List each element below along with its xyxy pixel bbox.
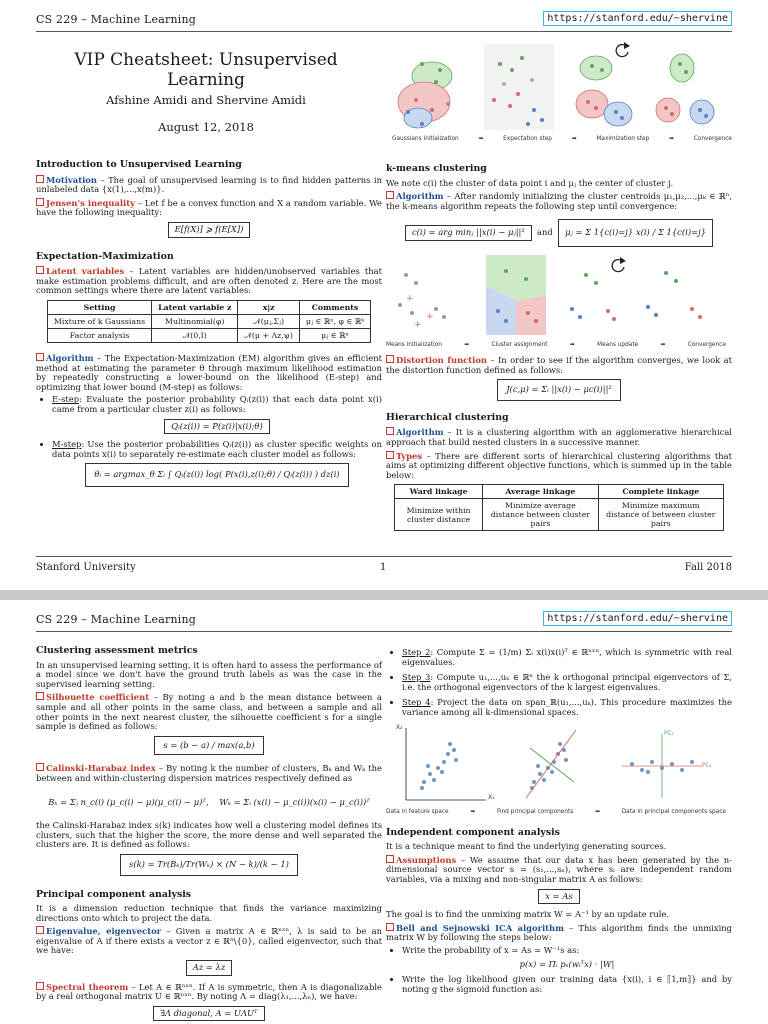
eigen-equation: Az = λz [186, 960, 233, 976]
pca-figure-illustration [386, 724, 726, 806]
sk-equation: s(k) = Tr(Bₖ)/Tr(Wₖ) × (N − k)/(k − 1) [120, 854, 298, 876]
page2-left-column [36, 646, 382, 1024]
latent-paragraph: Latent variables – Latent variables are hidden/unobserved variables that make estimation problems difficult, and are often denoted z. Here are the most common settings where there are latent variables: [36, 266, 382, 296]
caption-means-init: Means initialization [386, 341, 442, 348]
distortion-equation: J(c,μ) = Σᵢ ||x(i) − μc(i)||² [497, 379, 621, 401]
arrow-icon: ➡ [571, 136, 577, 142]
ch-paragraph: Calinski-Harabaz index – By noting k the number of clusters, Bₖ and Wₖ the between and within-clustering dispersion matrices respectively defined as [36, 763, 382, 783]
silhouette-equation: s = (b − a) / max(a,b) [154, 736, 263, 756]
kmeans-figure-illustration [386, 255, 726, 341]
bullet-square-icon [36, 763, 44, 771]
hier-types-paragraph: Types – There are different sorts of hierarchical clustering algorithms that aims at optimizing different objective functions, which is summed up in the table below: [386, 450, 732, 480]
bullet-square-icon [36, 175, 44, 183]
ch-paragraph-2: the Calinski-Harabaz index s(k) indicates how well a clustering model defines its clusters, such that the higher the score, the more dense and well separated the clusters are. It is defined as follows: [36, 820, 382, 850]
pca-figure [386, 724, 732, 820]
cheatsheet-page-2 [0, 600, 768, 1024]
page2-right-column [386, 646, 732, 1000]
bullet-square-icon [36, 926, 44, 934]
heading-ica: Independent component analysis [386, 826, 560, 838]
arrow-icon: ➡ [595, 808, 600, 815]
pc1-label: PC₁ [702, 762, 712, 769]
em-steps-list [36, 395, 382, 487]
axis-x2-label: X₂ [396, 724, 403, 731]
ica-steps-list [386, 946, 732, 994]
caption-feature-space: Data in feature space [386, 808, 449, 815]
kmeans-assignment-equation: c(i) = arg minⱼ ||x(i) − μⱼ||² [405, 225, 532, 241]
header-rule [36, 631, 732, 632]
clustering-intro: In an unsupervised learning setting, it is often hard to assess the performance of a model since we don't have the ground truth labels as was the case in the supervised learning setting. [36, 659, 382, 689]
date: August 12, 2018 [158, 120, 254, 134]
heading-em: Expectation-Maximization [36, 250, 174, 262]
table-header-row: Setting Latent variable z x|z Comments [47, 300, 370, 314]
bullet-square-icon [36, 692, 44, 700]
bullet-square-icon [386, 191, 394, 199]
header-url-link[interactable]: https://stanford.edu/~shervine [543, 611, 732, 626]
axis-x1-label: X₁ [488, 794, 495, 801]
spectral-paragraph: Spectral theorem – Let A ∈ ℝⁿˣⁿ. If A is symmetric, then A is diagonalizable by a real orthogonal matrix U ∈ ℝⁿˣⁿ. By noting Λ = diag(λ₁,...,λₙ), we have: [36, 981, 382, 1002]
linkage-table [394, 484, 724, 531]
header-url-link[interactable]: https://stanford.edu/~shervine [543, 11, 732, 26]
footer-right: Fall 2018 [684, 562, 732, 573]
mstep-equation: θᵢ = argmax_θ Σᵢ ∫ Qᵢ(z(i)) log( P(x(i),z(i);θ) / Qᵢ(z(i)) ) dz(i) [85, 463, 348, 487]
header-rule [36, 31, 732, 32]
footer-left: Stanford University [36, 562, 136, 573]
header-course: CS 229 – Machine Learning [36, 13, 196, 26]
arrow-icon: ➡ [464, 341, 470, 348]
kmeans-equations [386, 219, 732, 247]
bk-equation: Bₖ = Σⱼ n_c(i) (μ_c(i) − μ)(μ_c(i) − μ)ᵀ [48, 796, 206, 807]
eigen-paragraph: Eigenvalue, eigenvector – Given a matrix A ∈ ℝⁿˣⁿ, λ is said to be an eigenvalue of A if there exists a vector z ∈ ℝⁿ\{0}, called eigenvector, such that we have: [36, 926, 382, 956]
page-title: VIP Cheatsheet: Unsupervised Learning [74, 50, 338, 90]
bk-wk-equations: Bₖ = Σⱼ n_c(i) (μ_c(i) − μ)(μ_c(i) − μ)ᵀ, Wₖ = Σᵢ (x(i) − μ_c(i))(x(i) − μ_c(i))ᵀ [48, 796, 370, 807]
table-row: Mixture of k Gaussians Multinomial(φ) 𝒩(μⱼ,Σⱼ) μⱼ ∈ ℝⁿ, φ ∈ ℝᵏ [47, 314, 370, 328]
bullet-square-icon [386, 355, 394, 363]
caption-maximization: Maximization step [596, 136, 650, 142]
latent-variables-table [47, 300, 371, 343]
bullet-square-icon [36, 266, 44, 274]
heading-clustering-metrics: Clustering assessment metrics [36, 645, 198, 656]
kmeans-figure-captions [386, 341, 726, 351]
list-item: • Step 3: Compute u₁,...,uₖ ∈ ℝⁿ the k orthogonal principal eigenvectors of Σ, i.e. the orthogonal eigenvectors of the k largest eigenvalues. [402, 673, 732, 692]
svg-text:+: + [414, 319, 422, 330]
caption-pc-space: Data in principal components space [621, 808, 726, 815]
em-figure [392, 40, 732, 146]
ica-model-equation: x = As [538, 889, 579, 905]
footer-rule [36, 556, 732, 557]
caption-means-update: Means update [597, 341, 639, 348]
em-algorithm-paragraph: Algorithm – The Expectation-Maximization (EM) algorithm gives an efficient method at estimating the parameter θ through maximum likelihood estimation by repeatedly constructing a lower-bound on the likelihood (E-step) and optimizing that lower bound (M-step) as follows: [36, 352, 382, 392]
bullet-square-icon [386, 923, 394, 931]
table-row: Factor analysis 𝒩(0,I) 𝒩(μ + Λz,ψ) μⱼ ∈ ℝⁿ [47, 328, 370, 342]
caption-convergence: Convergence [687, 341, 726, 348]
bullet-square-icon [36, 982, 44, 990]
kmeans-figure [386, 255, 732, 351]
ica-assumptions-paragraph: Assumptions – We assume that our data x has been generated by the n-dimensional source vector s = (s₁,...,sₙ), where sᵢ are independent random variables, via a mixing and non-singular matrix A as follows: [386, 854, 732, 884]
kmeans-intro: We note c(i) the cluster of data point i and μⱼ the center of cluster j. [386, 177, 674, 188]
arrow-icon: ➡ [569, 341, 575, 348]
ica-goal: The goal is to find the unmixing matrix W = A⁻¹ by an update rule. [386, 909, 670, 920]
jensen-paragraph: Jensen's inequality – Let f be a convex function and X a random variable. We have the following inequality: [36, 197, 383, 218]
heading-pca: Principal component analysis [36, 888, 192, 900]
bullet-square-icon [386, 451, 394, 459]
bell-sejnowski-paragraph: Bell and Sejnowski ICA algorithm – This algorithm finds the unmixing matrix W by following the steps below: [386, 922, 733, 943]
page-number: 1 [380, 562, 387, 573]
px-equation: p(x) = Πᵢ pₛ(wᵢᵀx) · |W| [519, 958, 615, 969]
arrow-icon: ➡ [478, 136, 484, 142]
silhouette-paragraph: Silhouette coefficient – By noting a and b the mean distance between a sample and all other points in the same class, and between a sample and all other points in the next nearest cluster, the silhouette coefficient s for a single sample is defined as follows: [36, 692, 382, 732]
list-item: • Write the log likelihood given our training data {x(i), i ∈ ⟦1,m⟧} and by noting g the sigmoid function as: [402, 975, 732, 994]
list-item: • Step 4: Project the data on span_ℝ(u₁,...,uₖ). This procedure maximizes the variance among all k-dimensional spaces. [402, 698, 732, 717]
estep-equation: Qᵢ(z(i)) = P(z(i)|x(i);θ) [164, 419, 269, 435]
ica-intro: It is a technique meant to find the underlying generating sources. [386, 841, 667, 852]
jensen-equation: E[f(X)] ⩾ f(E[X]) [168, 222, 251, 238]
pca-figure-captions [386, 808, 726, 818]
svg-text:+: + [426, 311, 434, 322]
page1-left-column [36, 160, 382, 493]
bullet-square-icon [36, 353, 44, 361]
header-course: CS 229 – Machine Learning [36, 613, 196, 626]
heading-kmeans: k-means clustering [386, 163, 487, 174]
list-item: • M-step: Use the posterior probabilities Qᵢ(z(i)) as cluster specific weights on data points x(i) to separately re-estimate each cluster model as follows: θᵢ = argmax_θ Σᵢ ∫ Qᵢ(z(i)) log( P(x(i),z(i);θ) / Qᵢ(z(i)) ) dz(i) [52, 440, 382, 487]
heading-hierarchical: Hierarchical clustering [386, 411, 509, 423]
pca-intro: It is a dimension reduction technique that finds the variance maximizing directions onto which to project the data. [36, 903, 382, 923]
list-item: • Step 2: Compute Σ = (1/m) Σᵢ x(i)x(i)ᵀ ∈ ℝⁿˣⁿ, which is symmetric with real eigenvalues. [402, 648, 732, 667]
spectral-equation: ∃Λ diagonal, A = UΛUᵀ [153, 1006, 264, 1022]
heading-intro: Introduction to Unsupervised Learning [36, 159, 242, 170]
hier-algorithm-paragraph: Algorithm – It is a clustering algorithm with an agglomerative hierarchical approach that build nested clusters in a successive manner. [386, 427, 732, 447]
em-figure-illustration [392, 40, 732, 146]
wk-equation: Wₖ = Σᵢ (x(i) − μ_c(i))(x(i) − μ_c(i))ᵀ [219, 796, 370, 807]
arrow-icon: ➡ [669, 136, 674, 142]
arrow-icon: ➡ [660, 341, 666, 348]
caption-gaussians-init: Gaussians initialization [392, 136, 459, 142]
arrow-icon: ➡ [470, 808, 476, 815]
distortion-paragraph: Distortion function – In order to see if the algorithm converges, we look at the distortion function defined as follows: [386, 354, 732, 375]
motivation-paragraph: Motivation – The goal of unsupervised learning is to find hidden patterns in unlabeled data {x(1),...,x(m)}. [36, 174, 382, 195]
list-item: • E-step: Evaluate the posterior probability Qᵢ(z(i)) that each data point x(i) came from a particular cluster z(i) as follows: Qᵢ(z(i)) = P(z(i)|x(i);θ) [52, 395, 382, 434]
caption-convergence: Convergence [693, 136, 732, 142]
page1-right-column [386, 164, 732, 535]
svg-text:+: + [406, 293, 414, 304]
table-row: Minimize within cluster distance Minimize average distance between cluster pairs Minimize maximum distance of between cluster pairs [395, 499, 724, 531]
and-text: and [537, 227, 553, 238]
kmeans-algorithm-paragraph: Algorithm – After randomly initializing the cluster centroids μ₁,μ₂,...,μₖ ∈ ℝⁿ, the k-means algorithm repeats the following step until convergence: [386, 191, 732, 211]
pc2-label: PC₂ [664, 730, 674, 737]
bullet-square-icon [386, 427, 394, 435]
bullet-square-icon [36, 198, 44, 206]
caption-expectation: Expectation step [503, 136, 552, 142]
list-item: • Write the probability of x = As = W⁻¹s as: p(x) = Πᵢ pₛ(wᵢᵀx) · |W| [402, 946, 732, 969]
kmeans-update-equation: μⱼ = Σ 1{c(i)=j} x(i) / Σ 1{c(i)=j} [558, 219, 713, 247]
caption-cluster-assignment: Cluster assignment [491, 341, 548, 348]
authors: Afshine Amidi and Shervine Amidi [106, 93, 306, 107]
em-figure-captions [392, 136, 732, 142]
caption-find-pcs: Find principal components [496, 808, 574, 815]
bullet-square-icon [386, 855, 394, 863]
pca-steps-list [386, 648, 732, 718]
table-header-row: Ward linkage Average linkage Complete linkage [395, 485, 724, 499]
